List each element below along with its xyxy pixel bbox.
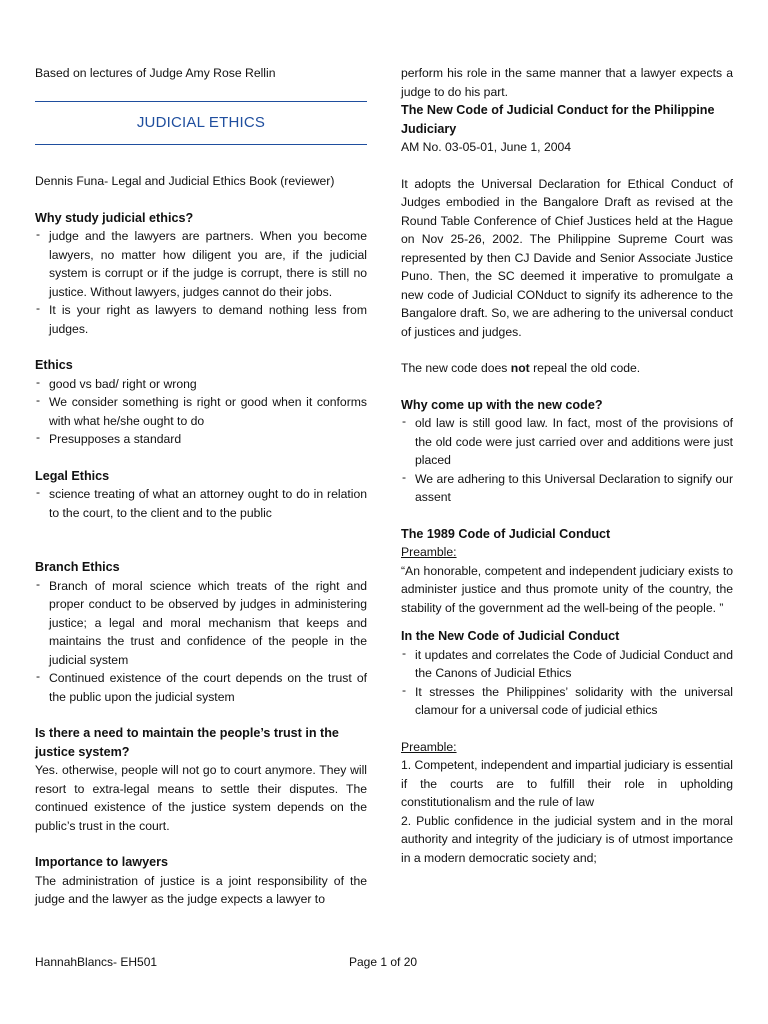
new-code-heading: The New Code of Judicial Conduct for the Philippine Judiciary (401, 103, 715, 136)
branch-ethics-list (35, 577, 367, 707)
list-item: - old law is still good law. In fact, most of the provisions of the old code were just carried over and additions were just placed (401, 414, 733, 470)
list-item: - We consider something is right or good when it conforms with what he/she ought to do (35, 393, 367, 430)
list-item: - good vs bad/ right or wrong (35, 375, 367, 394)
ethics-list (35, 375, 367, 449)
list-item: - Continued existence of the court depends on the trust of the public upon the judicial system (35, 669, 367, 706)
header-note: Based on lectures of Judge Amy Rose Rellin (35, 66, 276, 80)
list-item: - judge and the lawyers are partners. When you become lawyers, no matter how diligent you are, if the judicial system is corrupt or if the judge is corrupt, there is still no justice. Without lawyers, judges cannot do their jobs. (35, 227, 367, 301)
preamble-quote-1989: “An honorable, competent and independent judiciary exists to administer justice and thus promote unity of the country, the stability of the government ad the well-being of the people. ” (401, 563, 733, 615)
trust-heading: Is there a need to maintain the people’s trust in the justice system? (35, 726, 339, 759)
legal-ethics-list (35, 485, 367, 522)
new-code-reference: AM No. 03-05-01, June 1, 2004 (401, 140, 572, 154)
footer-author: HannahBlancs- EH501 (35, 955, 158, 969)
branch-ethics-heading: Branch Ethics (35, 560, 120, 574)
footer-page-number: Page 1 of 20 (349, 955, 418, 969)
list-item: - Branch of moral science which treats of the right and proper conduct to be observed by judges in administering justice; a legal and moral mechanism that keeps and maintains the trust and confidence of the people in the judicial system (35, 577, 367, 670)
list-item: - We are adhering to this Universal Declaration to signify our assent (401, 470, 733, 507)
repeal-post: repeal the old code. (529, 361, 641, 375)
preamble-point-1: 1. Competent, independent and impartial judiciary is essential if the courts are to fulfill their role in upholding constitutionalism and the rule of law (401, 758, 733, 809)
doc-title: JUDICIAL ETHICS (136, 113, 266, 131)
list-item: - It is your right as lawyers to demand nothing less from judges. (35, 301, 367, 338)
trust-body: Yes. otherwise, people will not go to court anymore. They will resort to extra-legal means to settle their disputes. The continued existence of the justice system depends on the public’s trust in the court. (35, 763, 367, 833)
code-1989-heading: The 1989 Code of Judicial Conduct (401, 526, 611, 541)
why-study-list (35, 227, 367, 338)
why-study-heading: Why study judicial ethics? (35, 210, 194, 225)
importance-body-continued: perform his role in the same manner that a lawyer expects a judge to do his part. (401, 66, 733, 99)
repeal-note (401, 359, 733, 378)
why-new-heading: Why come up with the new code? (401, 397, 603, 412)
list-item: - Presupposes a standard (35, 430, 367, 449)
book-reference: Dennis Funa- Legal and Judicial Ethics Book (reviewer) (35, 174, 335, 188)
repeal-pre: The new code does (401, 361, 511, 375)
right-column (401, 64, 733, 867)
importance-heading: Importance to lawyers (35, 855, 168, 869)
repeal-emphasis: not (510, 361, 530, 375)
new-code-body: It adopts the Universal Declaration for Ethical Conduct of Judges embodied in the Bangalore Draft as revised at the Round Table Conference of Chief Justices held at the Hague on Nov 25-26, 2002. The Philippine Supreme Court was represented by then CJ Davide and Senior Associate Justice Puno. Then, the SC deemed it imperative to promulgate a new code of Judicial CONduct to signify its adherence to the Bangalore draft. So, we are adhering to the universal conduct of justices and judges. (401, 176, 733, 339)
ethics-heading: Ethics (35, 358, 73, 372)
list-item: - it updates and correlates the Code of Judicial Conduct and the Canons of Judicial Ethics (401, 646, 733, 683)
list-item: - It stresses the Philippines’ solidarity with the universal clamour for a universal code of judicial ethics (401, 683, 733, 720)
in-new-code-list (401, 646, 733, 720)
preamble-label-1989: Preamble: (401, 545, 457, 559)
list-item: - science treating of what an attorney ought to do in relation to the court, to the client and to the public (35, 485, 367, 522)
legal-ethics-heading: Legal Ethics (35, 468, 110, 483)
in-new-code-heading: In the New Code of Judicial Conduct (401, 629, 620, 643)
left-column (35, 64, 367, 909)
why-new-list (401, 414, 733, 507)
importance-body: The administration of justice is a joint responsibility of the judge and the lawyer as the judge expects a lawyer to (35, 873, 367, 906)
preamble-point-2: 2. Public confidence in the judicial system and in the moral authority and integrity of the judiciary is of utmost importance in a modern democratic society and; (401, 813, 733, 865)
preamble-label-new: Preamble: (401, 739, 457, 754)
